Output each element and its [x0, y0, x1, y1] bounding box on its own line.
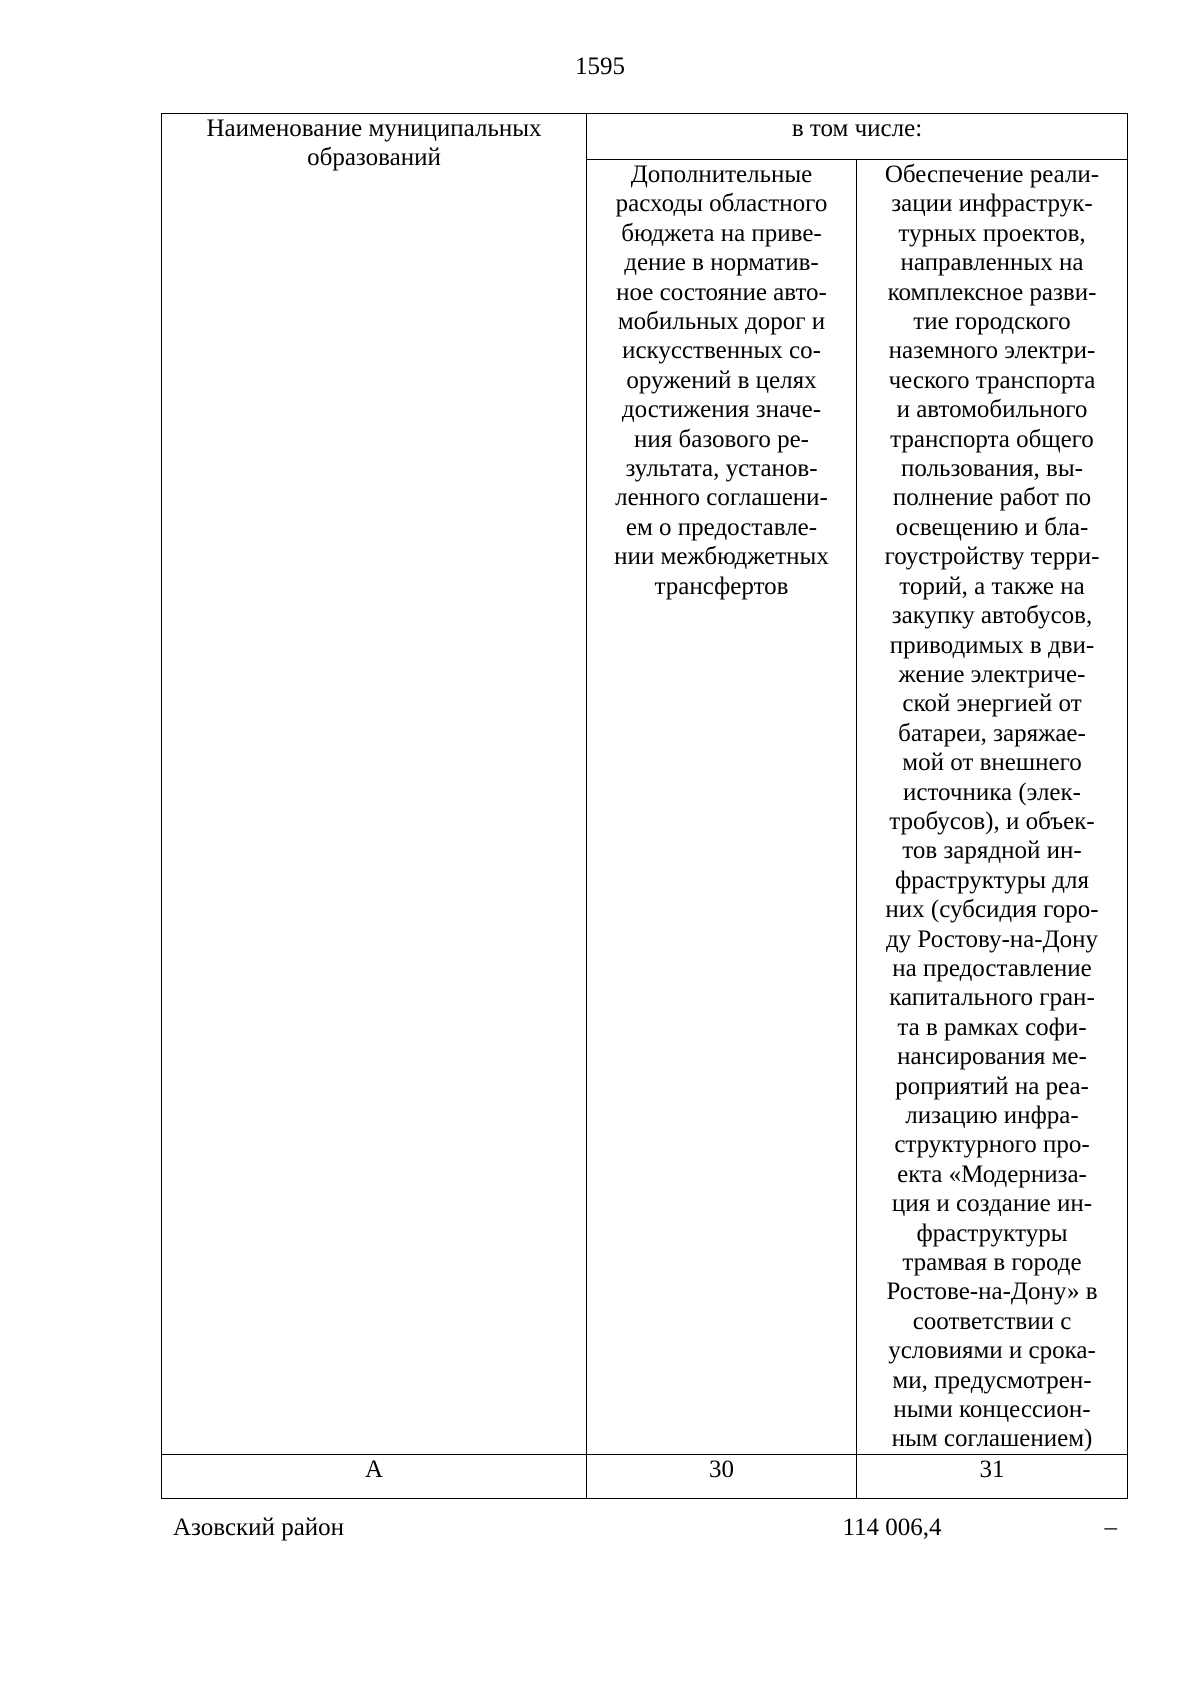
header-line: пользования, вы- — [901, 455, 1083, 483]
header-line: закупку автобусов, — [891, 602, 1093, 630]
header-line: полнение работ по — [892, 484, 1092, 512]
header-line: Обеспечение реали- — [884, 161, 1100, 188]
header-line: наземного электри- — [888, 337, 1096, 365]
header-line: дение в норматив- — [624, 249, 819, 277]
name-header-line: Наименование муниципальных — [206, 115, 542, 142]
header-line: тов зарядной ин- — [902, 837, 1082, 865]
header-line: гоустройству терри- — [884, 543, 1100, 571]
page-number: 1595 — [575, 53, 625, 80]
header-line: и автомобильного — [896, 396, 1088, 424]
col31-value: – — [1104, 1514, 1117, 1541]
header-line: структурного про- — [894, 1131, 1090, 1159]
name-header-line: образований — [307, 144, 441, 172]
header-line: капитального гран- — [889, 984, 1095, 1012]
header-line: лизацию инфра- — [905, 1102, 1079, 1129]
header-line: тие городского — [913, 308, 1071, 336]
header-line: мой от внешнего — [902, 749, 1082, 777]
header-line: ленного соглашени- — [615, 484, 828, 512]
municipality-name-header — [162, 114, 587, 1455]
header-line: фраструктуры для — [895, 866, 1089, 894]
header-line: направленных на — [900, 249, 1084, 277]
header-line: расходы областного — [615, 190, 828, 218]
including-header: в том числе: — [587, 114, 1128, 160]
header-line: приводимых в дви- — [889, 631, 1095, 659]
header-line: фраструктуры — [916, 1219, 1068, 1247]
header-line: тробусов), и объек- — [889, 807, 1095, 835]
header-line: ческого транспорта — [888, 366, 1096, 394]
header-line: турных проектов, — [898, 219, 1086, 247]
col31-header — [857, 160, 1128, 1455]
header-line: ем о предоставле- — [625, 513, 818, 541]
index-cell-30: 30 — [587, 1454, 857, 1498]
header-line: трансфертов — [654, 572, 789, 600]
budget-table — [161, 113, 1128, 1499]
header-line: бюджета на приве- — [621, 219, 822, 247]
header-line: соответствии с — [912, 1307, 1072, 1335]
header-line: ным соглашением) — [891, 1425, 1093, 1453]
header-line: на предоставление — [892, 954, 1092, 982]
header-line: ния базового ре- — [634, 425, 809, 453]
header-line: нии межбюджетных — [614, 543, 829, 571]
header-line: батареи, заряжае- — [898, 719, 1086, 747]
municipality-name: Азовский район — [173, 1514, 345, 1541]
header-line: ция и создание ин- — [891, 1190, 1093, 1218]
header-line: зультата, установ- — [625, 455, 818, 483]
header-line: достижения значе- — [621, 396, 822, 424]
header-line: искусственных со- — [622, 337, 821, 365]
header-line: транспорта общего — [890, 425, 1094, 453]
col30-header — [587, 160, 857, 1455]
header-line: роприятий на реа- — [895, 1072, 1089, 1100]
header-line: ными концессион- — [893, 1396, 1091, 1424]
header-line: освещению и бла- — [895, 513, 1089, 541]
header-line: Дополнительные — [630, 161, 813, 188]
index-cell-a: А — [162, 1454, 587, 1498]
header-line: трамвая в городе — [902, 1249, 1082, 1277]
header-line: ми, предусмотрен- — [892, 1366, 1092, 1394]
header-line: ской энергией от — [902, 690, 1082, 718]
header-line: оружений в целях — [626, 366, 817, 394]
index-cell-31: 31 — [857, 1454, 1128, 1498]
header-line: комплексное разви- — [887, 278, 1097, 306]
header-line: ное состояние авто- — [616, 278, 827, 306]
header-line: та в рамках софи- — [897, 1013, 1087, 1041]
header-line: торий, а также на — [899, 572, 1085, 600]
header-line: ду Ростову-на-Дону — [885, 925, 1099, 953]
header-line: нансирования ме- — [897, 1043, 1087, 1071]
header-line: зации инфраструк- — [891, 190, 1093, 218]
header-line: екта «Модерниза- — [897, 1160, 1087, 1188]
header-line: них (субсидия горо- — [885, 896, 1099, 924]
header-line: Ростове-на-Дону» в — [886, 1278, 1098, 1306]
col30-value: 114 006,4 — [842, 1514, 942, 1541]
header-line: условиями и срока- — [888, 1337, 1096, 1365]
header-line: источника (элек- — [902, 778, 1081, 806]
header-line: жение электриче- — [898, 660, 1086, 688]
header-line: мобильных дорог и — [617, 308, 826, 336]
data-row-azov — [161, 1511, 1127, 1545]
